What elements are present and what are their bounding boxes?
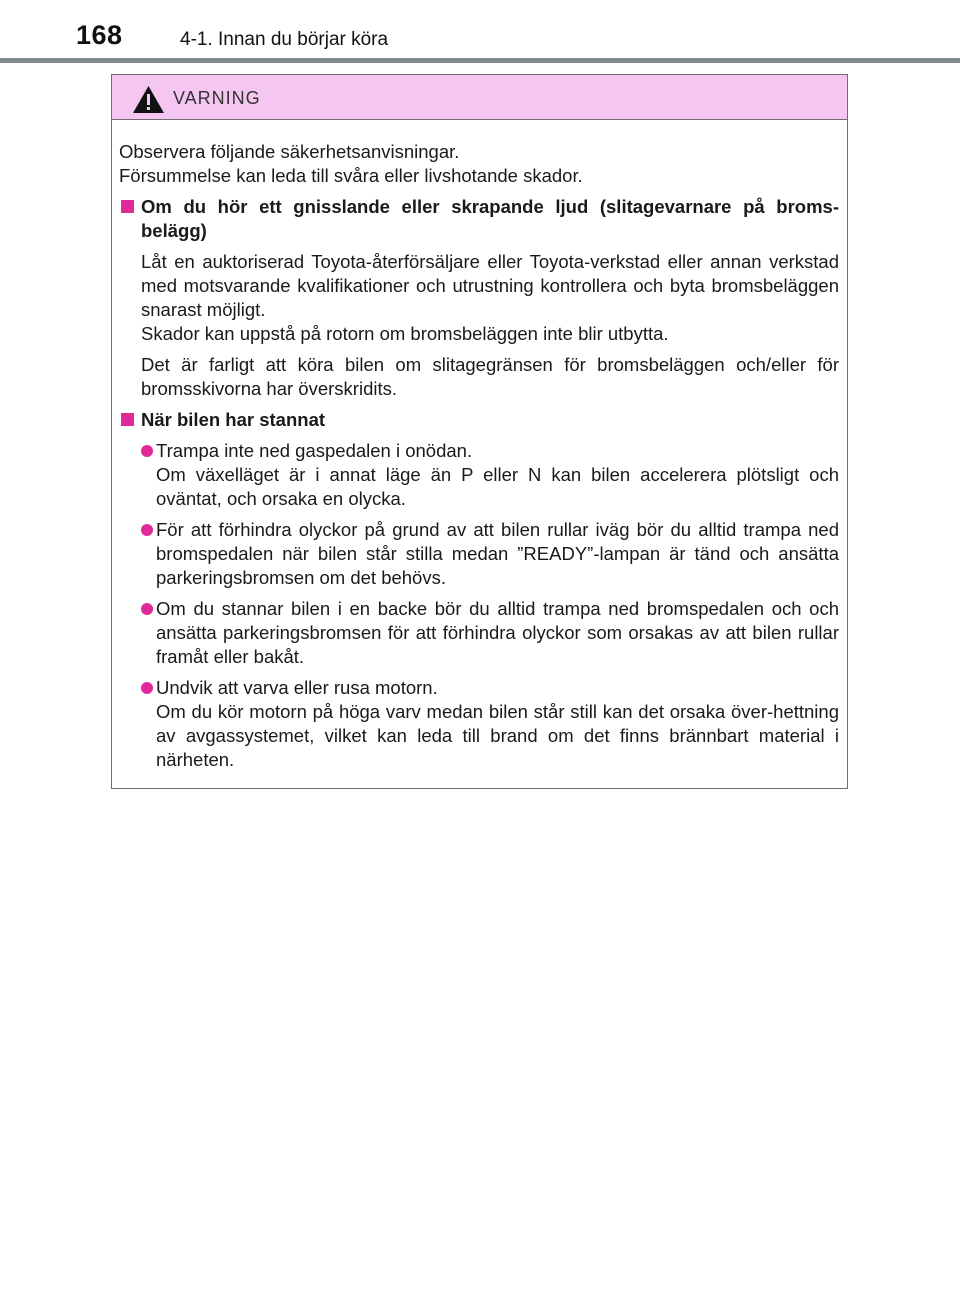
paragraph: Låt en auktoriserad Toyota-återförsäljare eller Toyota-verkstad eller annan verkstad med motsvarande kvalifikationer och utrustning kontrollera och byta bromsbeläggen snarast möjligt. Skador kan uppstå på rotorn om bromsbeläggen inte blir utbytta. (141, 251, 839, 344)
warning-intro (119, 140, 839, 188)
list-item: Trampa inte ned gaspedalen i onödan. Om växelläget är i annat läge än P eller N kan bilen accelerera plötsligt och oväntat, och orsaka en olycka. (119, 439, 839, 511)
warning-box (111, 74, 848, 789)
paragraph: Det är farligt att köra bilen om slitagegränsen för bromsbeläggen och/eller för bromsskivorna har överskridits. (141, 354, 839, 399)
section-heading-brake-wear: Om du hör ett gnisslande eller skrapande ljud (slitagevarnare på broms-belägg) (119, 195, 839, 243)
circle-bullet-icon (141, 524, 153, 536)
circle-bullet-icon (141, 445, 153, 457)
square-bullet-icon (121, 200, 134, 213)
warning-title: VARNING (173, 88, 261, 108)
section-title: 4-1. Innan du börjar köra (180, 29, 389, 50)
list-item: Undvik att varva eller rusa motorn. Om du kör motorn på höga varv medan bilen står still kan det orsaka över-hettning av avgassystemet, vilket kan leda till brand om det finns brännbart material i närheten. (119, 676, 839, 772)
warning-header (112, 75, 847, 120)
section-heading-stopped: När bilen har stannat (119, 408, 839, 432)
circle-bullet-icon (141, 603, 153, 615)
square-bullet-icon (121, 413, 134, 426)
intro-line: Observera följande säkerhetsanvisningar. (119, 141, 460, 162)
intro-line: Försummelse kan leda till svåra eller livshotande skador. (119, 165, 583, 186)
warning-triangle-icon (132, 85, 165, 114)
circle-bullet-icon (141, 682, 153, 694)
page-header (0, 0, 960, 64)
list-item: Om du stannar bilen i en backe bör du alltid trampa ned bromspedalen och och ansätta parkeringsbromsen för att förhindra olyckor som orsakas av att bilen rullar framåt eller bakåt. (119, 597, 839, 669)
list-item: För att förhindra olyckor på grund av att bilen rullar iväg bör du alltid trampa ned bromspedalen när bilen står stilla medan ”READY”-lampan är tänd och ansätta parkeringsbromsen om det behövs. (119, 518, 839, 590)
header-rule (0, 58, 960, 63)
warning-body (112, 120, 847, 772)
page-number: 168 (76, 20, 123, 50)
